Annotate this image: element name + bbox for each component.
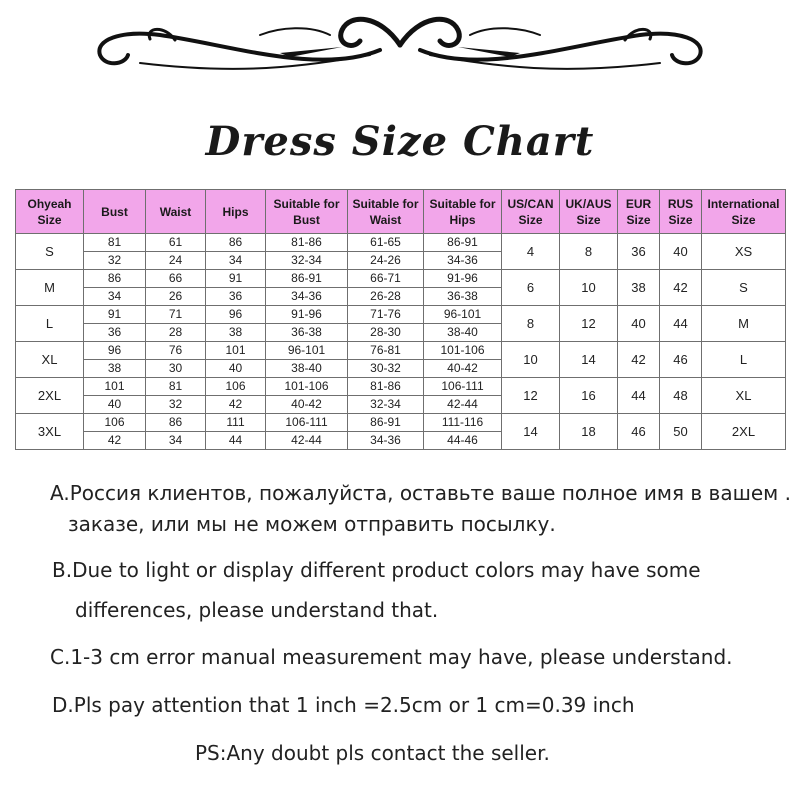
cm-value-cell: 106-111 <box>424 378 502 396</box>
inch-value-cell: 36-38 <box>266 324 348 342</box>
note-d: D.Pls pay attention that 1 inch =2.5cm or 1 cm=0.39 inch <box>52 693 635 717</box>
inch-value-cell: 40-42 <box>424 360 502 378</box>
inch-value-cell: 28-30 <box>348 324 424 342</box>
inch-value-cell: 42-44 <box>266 432 348 450</box>
intl-size-cell: M <box>702 306 786 342</box>
table-row <box>16 306 786 324</box>
note-c: C.1-3 cm error manual measurement may have, please understand. <box>50 645 733 669</box>
inch-value-cell: 40-42 <box>266 396 348 414</box>
table-header-row <box>16 190 786 234</box>
cm-value-cell: 96 <box>84 342 146 360</box>
cm-value-cell: 101 <box>84 378 146 396</box>
table-row <box>16 270 786 288</box>
column-header: Bust <box>84 190 146 234</box>
cm-value-cell: 91 <box>206 270 266 288</box>
cm-value-cell: 86 <box>146 414 206 432</box>
inch-value-cell: 44 <box>206 432 266 450</box>
inch-value-cell: 36 <box>84 324 146 342</box>
rus-size-cell: 50 <box>660 414 702 450</box>
cm-value-cell: 96-101 <box>424 306 502 324</box>
cm-value-cell: 86-91 <box>424 234 502 252</box>
cm-value-cell: 101-106 <box>424 342 502 360</box>
cm-value-cell: 86 <box>84 270 146 288</box>
inch-value-cell: 42 <box>84 432 146 450</box>
inch-value-cell: 38-40 <box>424 324 502 342</box>
cm-value-cell: 86-91 <box>348 414 424 432</box>
cm-value-cell: 61-65 <box>348 234 424 252</box>
size-label-cell: M <box>16 270 84 306</box>
inch-value-cell: 38 <box>206 324 266 342</box>
note-ps: PS:Any doubt pls contact the seller. <box>195 741 550 765</box>
eur-size-cell: 40 <box>618 306 660 342</box>
cm-value-cell: 106-111 <box>266 414 348 432</box>
uk-size-cell: 8 <box>560 234 618 270</box>
inch-value-cell: 40 <box>206 360 266 378</box>
cm-value-cell: 76 <box>146 342 206 360</box>
column-header: Ohyeah Size <box>16 190 84 234</box>
column-header: Suitable for Bust <box>266 190 348 234</box>
cm-value-cell: 81-86 <box>348 378 424 396</box>
cm-value-cell: 106 <box>206 378 266 396</box>
eur-size-cell: 42 <box>618 342 660 378</box>
inch-value-cell: 34-36 <box>348 432 424 450</box>
inch-value-cell: 34 <box>146 432 206 450</box>
size-label-cell: 2XL <box>16 378 84 414</box>
intl-size-cell: XL <box>702 378 786 414</box>
table-row <box>16 378 786 396</box>
intl-size-cell: 2XL <box>702 414 786 450</box>
size-label-cell: S <box>16 234 84 270</box>
page-title: Dress Size Chart <box>205 118 595 165</box>
size-label-cell: XL <box>16 342 84 378</box>
eur-size-cell: 46 <box>618 414 660 450</box>
cm-value-cell: 101 <box>206 342 266 360</box>
inch-value-cell: 34 <box>206 252 266 270</box>
inch-value-cell: 44-46 <box>424 432 502 450</box>
intl-size-cell: XS <box>702 234 786 270</box>
note-a-line1: A.Россия клиентов, пожалуйста, оставьте ваше полное имя в вашем . <box>50 481 791 505</box>
rus-size-cell: 42 <box>660 270 702 306</box>
note-b-line2: differences, please understand that. <box>75 598 439 622</box>
note-a-line2: заказе, или мы не можем отправить посылку. <box>68 512 556 536</box>
rus-size-cell: 46 <box>660 342 702 378</box>
inch-value-cell: 38-40 <box>266 360 348 378</box>
table-row <box>16 342 786 360</box>
inch-value-cell: 24-26 <box>348 252 424 270</box>
inch-value-cell: 42 <box>206 396 266 414</box>
eur-size-cell: 36 <box>618 234 660 270</box>
inch-value-cell: 36-38 <box>424 288 502 306</box>
rus-size-cell: 44 <box>660 306 702 342</box>
cm-value-cell: 111-116 <box>424 414 502 432</box>
cm-value-cell: 61 <box>146 234 206 252</box>
cm-value-cell: 91 <box>84 306 146 324</box>
us-size-cell: 4 <box>502 234 560 270</box>
column-header: Suitable for Waist <box>348 190 424 234</box>
column-header: Hips <box>206 190 266 234</box>
cm-value-cell: 81 <box>84 234 146 252</box>
cm-value-cell: 111 <box>206 414 266 432</box>
rus-size-cell: 40 <box>660 234 702 270</box>
cm-value-cell: 81-86 <box>266 234 348 252</box>
cm-value-cell: 96 <box>206 306 266 324</box>
uk-size-cell: 12 <box>560 306 618 342</box>
uk-size-cell: 18 <box>560 414 618 450</box>
inch-value-cell: 32 <box>84 252 146 270</box>
column-header: International Size <box>702 190 786 234</box>
column-header: EUR Size <box>618 190 660 234</box>
inch-value-cell: 28 <box>146 324 206 342</box>
cm-value-cell: 66-71 <box>348 270 424 288</box>
inch-value-cell: 34-36 <box>266 288 348 306</box>
cm-value-cell: 101-106 <box>266 378 348 396</box>
decorative-flourish <box>80 5 720 80</box>
us-size-cell: 8 <box>502 306 560 342</box>
inch-value-cell: 34-36 <box>424 252 502 270</box>
intl-size-cell: S <box>702 270 786 306</box>
inch-value-cell: 36 <box>206 288 266 306</box>
inch-value-cell: 32-34 <box>266 252 348 270</box>
inch-value-cell: 40 <box>84 396 146 414</box>
eur-size-cell: 44 <box>618 378 660 414</box>
inch-value-cell: 24 <box>146 252 206 270</box>
uk-size-cell: 16 <box>560 378 618 414</box>
inch-value-cell: 32-34 <box>348 396 424 414</box>
cm-value-cell: 71-76 <box>348 306 424 324</box>
cm-value-cell: 91-96 <box>266 306 348 324</box>
inch-value-cell: 26-28 <box>348 288 424 306</box>
inch-value-cell: 30 <box>146 360 206 378</box>
cm-value-cell: 71 <box>146 306 206 324</box>
us-size-cell: 14 <box>502 414 560 450</box>
inch-value-cell: 30-32 <box>348 360 424 378</box>
inch-value-cell: 34 <box>84 288 146 306</box>
column-header: RUS Size <box>660 190 702 234</box>
cm-value-cell: 106 <box>84 414 146 432</box>
size-label-cell: 3XL <box>16 414 84 450</box>
table-row <box>16 414 786 432</box>
inch-value-cell: 26 <box>146 288 206 306</box>
column-header: Waist <box>146 190 206 234</box>
table-row <box>16 234 786 252</box>
column-header: Suitable for Hips <box>424 190 502 234</box>
intl-size-cell: L <box>702 342 786 378</box>
inch-value-cell: 42-44 <box>424 396 502 414</box>
size-chart-table <box>15 189 786 450</box>
inch-value-cell: 38 <box>84 360 146 378</box>
uk-size-cell: 14 <box>560 342 618 378</box>
cm-value-cell: 86 <box>206 234 266 252</box>
note-b-line1: B.Due to light or display different product colors may have some <box>52 558 701 582</box>
cm-value-cell: 76-81 <box>348 342 424 360</box>
cm-value-cell: 81 <box>146 378 206 396</box>
uk-size-cell: 10 <box>560 270 618 306</box>
cm-value-cell: 91-96 <box>424 270 502 288</box>
cm-value-cell: 96-101 <box>266 342 348 360</box>
us-size-cell: 6 <box>502 270 560 306</box>
cm-value-cell: 66 <box>146 270 206 288</box>
inch-value-cell: 32 <box>146 396 206 414</box>
column-header: US/CAN Size <box>502 190 560 234</box>
rus-size-cell: 48 <box>660 378 702 414</box>
cm-value-cell: 86-91 <box>266 270 348 288</box>
size-label-cell: L <box>16 306 84 342</box>
eur-size-cell: 38 <box>618 270 660 306</box>
column-header: UK/AUS Size <box>560 190 618 234</box>
us-size-cell: 10 <box>502 342 560 378</box>
us-size-cell: 12 <box>502 378 560 414</box>
